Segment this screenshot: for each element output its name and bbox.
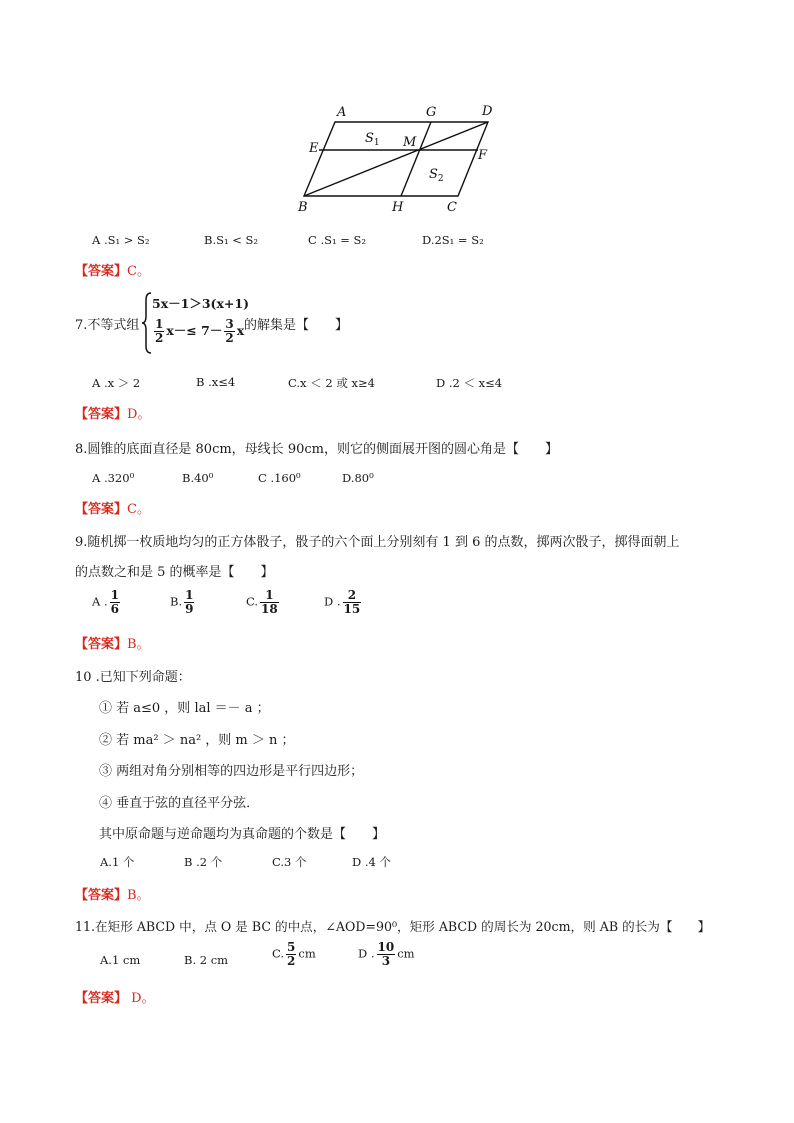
answer-value: B。	[127, 888, 150, 903]
q7-answer	[75, 403, 150, 422]
q7-option-b[interactable]: B .x≤4	[196, 375, 236, 389]
diagonal-bd	[304, 122, 488, 196]
q8-answer	[75, 498, 150, 517]
answer-value: C。	[127, 264, 150, 279]
q11-option-d[interactable]: D . $\frac{10}{3}$ cm	[358, 940, 415, 968]
q6-option-b[interactable]: B.S₁ < S₂	[204, 233, 259, 247]
q6-answer	[75, 260, 150, 279]
q7-option-c[interactable]: C.x ＜ 2 或 x≥4	[288, 376, 375, 390]
q9-option-b[interactable]: B. $\frac{1}{9}$	[170, 588, 194, 616]
q9-text-line-2: 的点数之和是 5 的概率是【 】	[75, 565, 274, 580]
label-g: G	[426, 105, 437, 120]
q11-text: 11.在矩形 ABCD 中，点 O 是 BC 的中点，∠AOD=90⁰，矩形 ABCD 的周长为 20cm，则 AB 的长为【 】	[75, 919, 711, 934]
q7-suffix: 的解集是【 】	[244, 318, 349, 333]
q10-option-d[interactable]: D .4 个	[352, 855, 392, 869]
q10-option-b[interactable]: B .2 个	[184, 855, 223, 869]
label-s1: $S_1$	[365, 131, 380, 148]
q6-option-a[interactable]: A .S₁ > S₂	[92, 233, 150, 247]
q11-option-a[interactable]: A.1 cm	[100, 953, 141, 967]
inequality-line-1: 5x－1＞3(x+1)	[152, 296, 249, 311]
q8-option-c[interactable]: C .160⁰	[258, 471, 301, 485]
q8-option-b[interactable]: B.40⁰	[182, 471, 214, 485]
q9-option-d[interactable]: D . $\frac{2}{15}$	[324, 588, 361, 616]
q8-option-d[interactable]: D.80⁰	[342, 471, 374, 485]
fraction-three-halves: $\frac{3}{2}$	[225, 317, 234, 345]
label-b: B	[298, 200, 308, 215]
label-h: H	[392, 200, 404, 215]
answer-tag: 【答案】	[75, 407, 128, 422]
q9-option-a[interactable]: A . $\frac{1}{6}$	[92, 588, 119, 616]
q9-answer	[75, 633, 150, 652]
q10-text: 10 .已知下列命题：	[75, 670, 191, 685]
answer-value: B。	[127, 637, 150, 652]
q10-option-c[interactable]: C.3 个	[272, 855, 307, 869]
parallelogram-figure	[295, 100, 505, 215]
q10-answer	[75, 884, 150, 903]
inequality-line-2: $\frac{1}{2}$ x－≤ 7－ $\frac{3}{2}$ x	[155, 317, 245, 345]
fraction-half: $\frac{1}{2}$	[155, 317, 164, 345]
label-m: M	[403, 135, 417, 150]
q10-item-4: ④ 垂直于弦的直径平分弦．	[99, 796, 260, 811]
label-d: D	[482, 104, 493, 119]
answer-value: C。	[127, 502, 150, 517]
label-f: F	[478, 148, 488, 163]
segment-gh	[401, 122, 431, 196]
answer-tag: 【答案】	[75, 888, 128, 903]
q11-answer	[75, 987, 155, 1006]
label-s2: $S_2$	[429, 167, 444, 184]
label-e: E	[309, 141, 319, 156]
q8-text: 8.圆锥的底面直径是 80cm，母线长 90cm，则它的侧面展开图的圆心角是【 】	[75, 442, 558, 457]
q9-option-c[interactable]: C. $\frac{1}{18}$	[246, 588, 278, 616]
q11-option-c[interactable]: C. $\frac{5}{2}$ cm	[272, 940, 316, 968]
left-brace-icon	[142, 292, 152, 354]
q10-question: 其中原命题与逆命题均为真命题的个数是【 】	[99, 827, 386, 842]
q6-option-c[interactable]: C .S₁ = S₂	[308, 233, 367, 247]
q7-prefix: 7.不等式组	[75, 318, 140, 333]
q6-option-d[interactable]: D.2S₁ = S₂	[422, 233, 484, 247]
label-a: A	[337, 105, 347, 120]
q10-item-1: ① 若 a≤0 ，则 lal ＝－ a ；	[99, 701, 270, 716]
q10-option-a[interactable]: A.1 个	[100, 855, 135, 869]
label-c: C	[447, 200, 457, 215]
answer-tag: 【答案】	[75, 991, 128, 1006]
q7-option-a[interactable]: A .x ＞ 2	[92, 376, 141, 390]
answer-tag: 【答案】	[75, 637, 128, 652]
answer-value: D。	[127, 407, 151, 422]
q8-option-a[interactable]: A .320⁰	[92, 471, 135, 485]
q10-item-3: ③ 两组对角分别相等的四边形是平行四边形；	[99, 764, 364, 779]
answer-tag: 【答案】	[75, 264, 128, 279]
answer-value: D。	[127, 991, 155, 1006]
q10-item-2: ② 若 ma² ＞ na² ，则 m ＞ n ；	[99, 733, 295, 748]
q9-text-line-1: 9.随机掷一枚质地均匀的正方体骰子，骰子的六个面上分别刻有 1 到 6 的点数，掷两次骰子，掷得面朝上	[75, 535, 680, 550]
q11-option-b[interactable]: B. 2 cm	[184, 953, 229, 967]
q7-option-d[interactable]: D .2 ＜ x≤4	[436, 376, 503, 390]
answer-tag: 【答案】	[75, 502, 128, 517]
